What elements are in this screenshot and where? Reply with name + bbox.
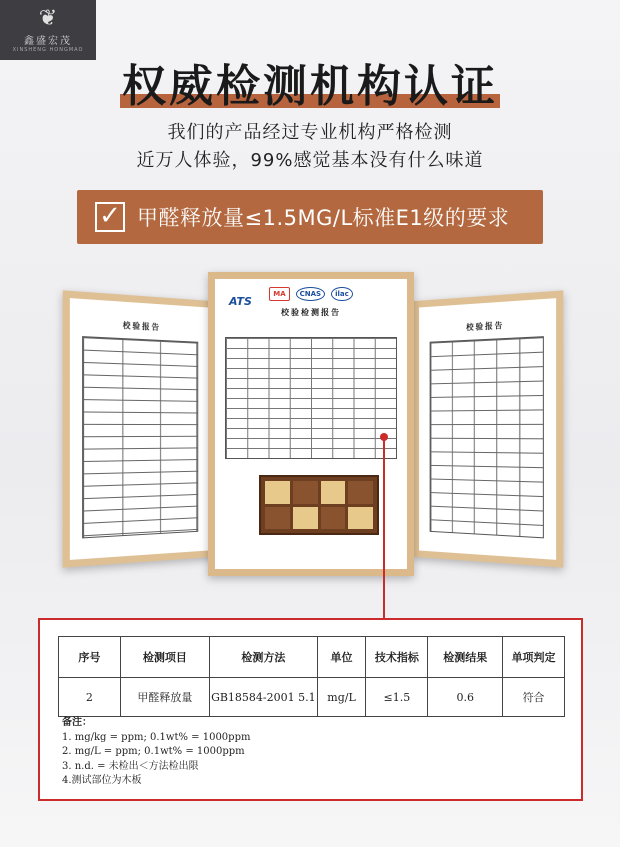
- result-table: [58, 636, 565, 717]
- cell-method: GB18584-2001 5.1: [209, 678, 317, 717]
- brand-logo: [0, 0, 96, 60]
- zoomed-result-panel: [38, 618, 583, 801]
- brand-sub: XINSHENG HONGMAO: [12, 46, 84, 53]
- callout-line: [383, 437, 385, 620]
- col-seq: 序号: [59, 637, 121, 678]
- ilac-badge: ilac: [331, 287, 353, 301]
- checkbox-icon: ✓: [95, 202, 125, 232]
- table-row: [59, 678, 565, 717]
- report-left: [63, 290, 215, 567]
- report-right-table: [430, 336, 544, 538]
- cell-spec: ≤1.5: [366, 678, 428, 717]
- note-4: 4.测试部位为木板: [62, 775, 142, 786]
- cell-result: 0.6: [428, 678, 503, 717]
- note-3: 3. n.d. = 未检出＜方法检出限: [62, 760, 199, 772]
- result-header-row: [59, 637, 565, 678]
- report-left-title: 校验报告: [122, 319, 161, 332]
- report-left-table: [82, 336, 198, 538]
- report-center-title: 校验检测报告: [281, 307, 341, 317]
- cnas-badge: CNAS: [296, 287, 325, 301]
- brand-name: 鑫盛宏茂: [24, 35, 72, 47]
- note-2: 2. mg/L = ppm; 0.1wt% = 1000ppm: [62, 746, 245, 757]
- col-item: 检测项目: [120, 637, 209, 678]
- cell-unit: mg/L: [317, 678, 366, 717]
- subtitle-line-2: 近万人体验，99%感觉基本没有什么味道: [136, 150, 484, 171]
- note-1: 1. mg/kg = ppm; 0.1wt% = 1000ppm: [62, 731, 251, 743]
- page-title: 权威检测机构认证: [122, 61, 498, 112]
- furniture-photo: [259, 475, 379, 535]
- col-result: 检测结果: [428, 637, 503, 678]
- cell-seq: 2: [59, 678, 121, 717]
- banner-text: 甲醛释放量≤1.5MG/L标准E1级的要求: [137, 206, 510, 230]
- cell-verdict: 符合: [503, 678, 565, 717]
- col-spec: 技术指标: [366, 637, 428, 678]
- subtitle-line-1: 我们的产品经过专业机构严格检测: [167, 122, 453, 143]
- col-unit: 单位: [317, 637, 366, 678]
- col-method: 检测方法: [209, 637, 317, 678]
- ma-badge: MA: [269, 287, 289, 301]
- notes: [62, 716, 250, 789]
- standard-banner: [77, 190, 543, 244]
- report-right-title: 校验报告: [466, 319, 505, 332]
- page-title-block: [110, 50, 510, 112]
- notes-title: 备注：: [62, 717, 92, 728]
- col-verdict: 单项判定: [503, 637, 565, 678]
- report-center-table: [225, 337, 397, 459]
- report-right: [413, 290, 564, 567]
- ats-logo: ATS: [229, 295, 252, 308]
- wings-icon: ❦: [38, 5, 58, 31]
- cell-item: 甲醛释放量: [120, 678, 209, 717]
- report-left-number: [82, 305, 209, 313]
